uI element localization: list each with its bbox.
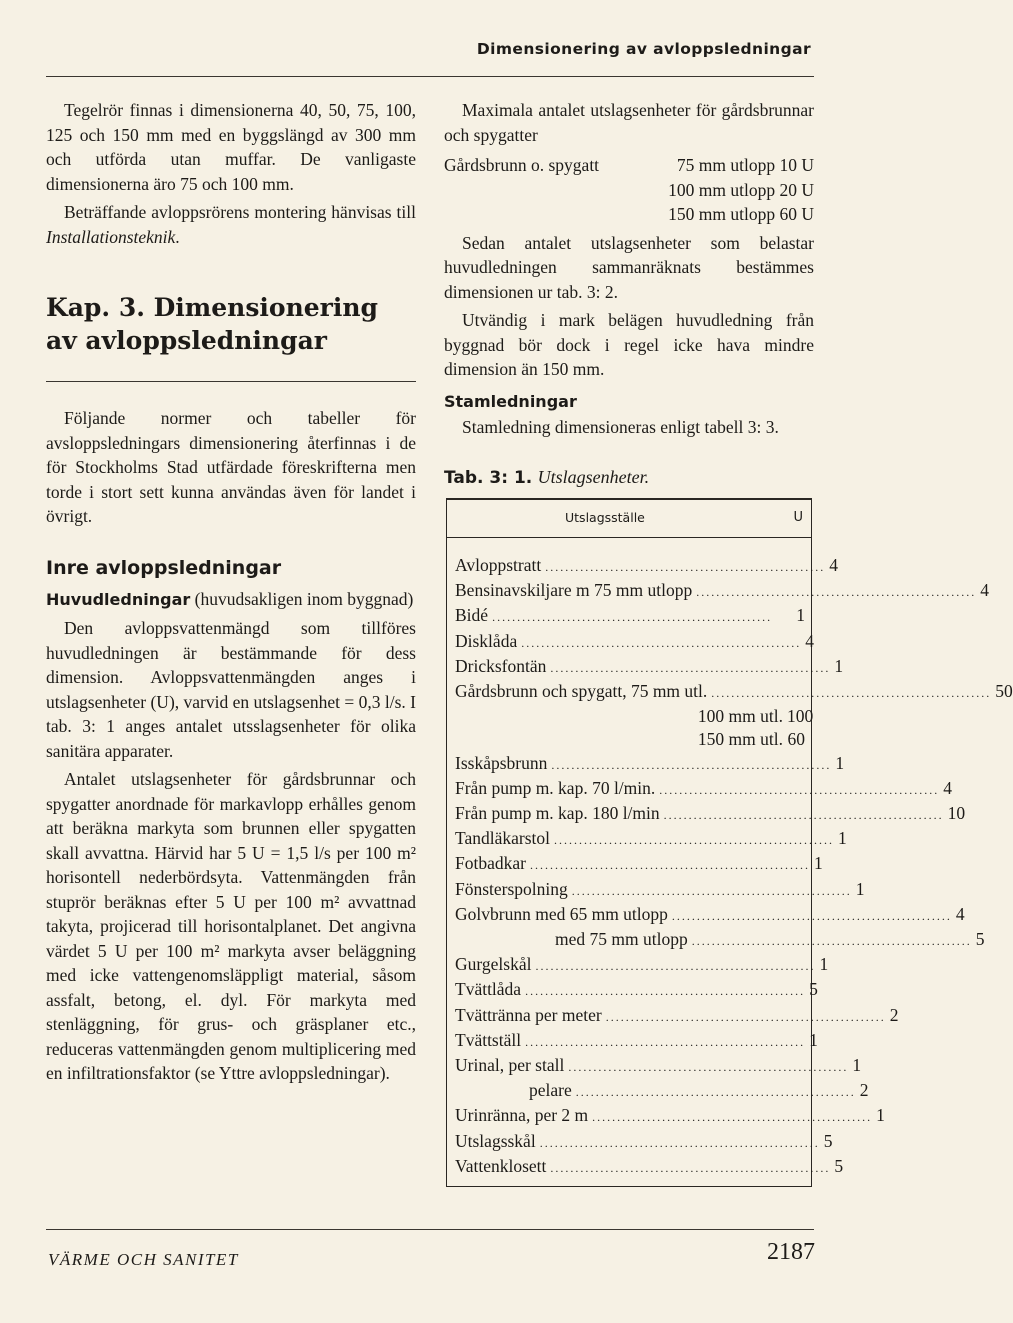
table-cell-utslagsstalle: Från pump m. kap. 70 l/min.: [455, 777, 656, 798]
leader-dots: ........................................................: [605, 1009, 886, 1024]
chapter-title: Kap. 3. Dimensionering av avloppsledningar: [46, 293, 378, 355]
table-cell-u: 50: [995, 681, 1013, 702]
leader-dots: ........................................................: [711, 686, 992, 701]
table-caption: [444, 467, 814, 488]
leader-dots: ........................................................: [568, 1060, 849, 1075]
table-cell-u: 1: [838, 828, 847, 849]
paragraph-sedan: Sedan antalet utslagsenheter som belastar huvudledningen sammanräknats bestämmes dimensionen ur tab. 3: 2.: [444, 232, 814, 302]
leader-dots: ........................................................: [545, 560, 826, 574]
leader-dots: ........................................................: [525, 1034, 806, 1049]
paragraph-montering: [46, 200, 416, 249]
leader-dots: ........................................................: [671, 908, 952, 923]
left-column: [46, 98, 416, 1086]
table-cell-utslagsstalle: Avloppstratt: [455, 555, 542, 575]
table-cell-utslagsstalle: Bensinavskiljare m 75 mm utlopp: [455, 580, 693, 601]
table-cell-utslagsstalle: Tvättlåda: [455, 979, 522, 1000]
subheading-rest: (huvudsakligen inom byggnad): [190, 588, 414, 609]
table-cell-u: 1: [852, 1055, 862, 1076]
header-rule: [46, 76, 814, 77]
table-cell-u: 4: [980, 580, 989, 601]
leader-dots: ........................................................: [550, 1160, 831, 1175]
paragraph-montering-end: .: [175, 226, 180, 247]
paragraph-normer: Följande normer och tabeller för avsloppsledningars dimensionering återfinnas i de för Stockholms Stad utfärdade föreskrifterna men torde i stort sett kunna användas även för landet i övrigt.: [46, 408, 416, 526]
table-cell-utslagsstalle: Fotbadkar: [455, 853, 526, 874]
table-cell-u: 1: [834, 655, 844, 676]
leader-dots: ........................................................: [551, 757, 832, 772]
table-row: [455, 680, 1013, 705]
table-cell-utslagsstalle: Golvbrunn med 65 mm utlopp: [455, 903, 668, 924]
table-number: Tab. 3: 1.: [444, 468, 533, 488]
table-row: [455, 928, 985, 953]
table-cell-u: 1: [809, 1029, 818, 1050]
table-cell-u: 10: [947, 803, 966, 824]
table-row: [455, 802, 966, 827]
table-row: [455, 728, 805, 751]
leader-dots: ........................................................: [550, 660, 831, 675]
leader-dots: ........................................................: [529, 858, 810, 873]
table-row: [455, 1155, 844, 1180]
table-cell-u: 1: [835, 752, 845, 773]
table-row: [455, 1054, 862, 1079]
leader-dots: ........................................................: [535, 959, 816, 974]
table-row: [455, 752, 845, 777]
table-cell-utslagsstalle: Tvättränna per meter: [455, 1004, 602, 1025]
footer-rule: [46, 1229, 814, 1230]
table-row: [455, 953, 829, 978]
right-column: [444, 98, 1013, 1187]
table-cell-u: 1: [855, 878, 865, 899]
table-row: [455, 705, 814, 728]
table-cell-utslagsstalle: Från pump m. kap. 180 l/min: [455, 803, 660, 824]
table-row: [455, 827, 847, 852]
leader-dots: ........................................................: [521, 635, 802, 650]
gardsbrunn-row: [444, 202, 814, 227]
table-cell-utslagsstalle: pelare: [529, 1080, 572, 1101]
table-header: [447, 500, 811, 538]
paragraph-utvandig: Utvändig i mark belägen huvudledning från byggnad bör dock i regel icke hava mindre dimension än 150 mm.: [444, 310, 814, 379]
leader-dots: ........................................................: [571, 883, 852, 898]
table-row: [455, 1079, 869, 1104]
paragraph-stamledning: Stamledning dimensioneras enligt tabell 3: 3.: [462, 416, 779, 437]
gardsbrunn-row: [444, 153, 814, 178]
gardsbrunn-value-150: 150 mm utlopp 60 U: [668, 204, 814, 224]
table-row: [455, 777, 953, 802]
table-cell-u: 5: [975, 929, 985, 950]
leader-dots: ........................................................: [691, 934, 972, 949]
paragraph-tegelror: Tegelrör finnas i dimensionerna 40, 50, 75, 100, 125 och 150 mm med en byggslängd av 300 mm och utförda utan muffar. De vanligaste dimensionerna äro 75 och 100 mm.: [46, 100, 416, 194]
table-cell-utslagsstalle: Disklåda: [455, 630, 518, 651]
table-row: [455, 655, 844, 680]
table-cell-u: 5: [834, 1155, 844, 1176]
table-cell-u: 1: [813, 853, 823, 874]
installationsteknik-reference: Installationsteknik: [46, 226, 176, 247]
leader-dots: ........................................................: [554, 833, 834, 848]
paragraph-maximala: Maximala antalet utslagsenheter för gårdsbrunnar och spygatter: [444, 100, 814, 145]
journal-name: VÄRME OCH SANITET: [48, 1250, 239, 1269]
leader-dots: ........................................................: [696, 585, 977, 600]
table-row: [455, 1104, 885, 1129]
subheading-bold: Huvudledningar: [46, 589, 191, 609]
table-cell-utslagsstalle: Urinal, per stall: [455, 1055, 565, 1076]
table-cell-utslagsstalle: med 75 mm utlopp: [555, 929, 688, 950]
table-cell-u: 1: [796, 605, 805, 626]
leader-dots: ........................................................: [492, 610, 773, 625]
leader-dots: ........................................................: [663, 808, 944, 823]
table-cell-utslagsstalle: Vattenklosett: [455, 1155, 547, 1176]
table-cell-u: 100: [787, 706, 814, 727]
table-cell-utslagsstalle: 100 mm utl.: [697, 706, 783, 727]
table-row: [455, 978, 818, 1003]
gardsbrunn-label: Gårdsbrunn o. spygatt: [444, 155, 600, 175]
table-row: [455, 1004, 899, 1029]
utslagsenheter-table: [446, 498, 1013, 1187]
table-body: [455, 554, 1013, 1180]
table-cell-u: 4: [829, 555, 838, 575]
table-row: [455, 604, 805, 629]
chapter-rule: [46, 381, 416, 382]
paragraph-montering-text: Beträffande avloppsrörens montering hänvisas till: [64, 202, 416, 222]
table-cell-u: 5: [809, 979, 818, 1000]
table-cell-u: 5: [823, 1130, 833, 1151]
table-row: [455, 903, 965, 928]
table-cell-u: 2: [859, 1080, 869, 1101]
table-row: [455, 878, 865, 903]
column-header-u: U: [793, 510, 803, 525]
gardsbrunn-value-75: 75 mm utlopp 10 U: [676, 155, 814, 175]
column-header-utslagsstalle: Utslagsställe: [565, 510, 645, 525]
table-cell-u: 1: [819, 954, 829, 975]
table-cell-utslagsstalle: Isskåpsbrunn: [455, 752, 548, 773]
table-cell-u: 2: [889, 1004, 899, 1025]
leader-dots: ........................................................: [659, 782, 940, 797]
section-title-inre: Inre avloppsledningar: [46, 556, 282, 579]
gardsbrunn-row: [444, 178, 814, 203]
page-number: 2187: [767, 1239, 815, 1265]
table-row: [455, 579, 989, 604]
paragraph-gardsbrunnar: Antalet utslagsenheter för gårdsbrunnar och spygatter anordnade för markavlopp erhålles genom att beräkna markyta som brunnen eller spygatten skall avvattna. Härvid har 5 U = 1,5 l/s per 100 m² horisontell nederbördsyta. Vattenmängden från stuprör beräknas efter 5 U per 100 m² avvattnad takyta, projicerad till horisontalplanet. Det angivna värdet 5 U per 100 m² markyta avser beläggning med icke vattengenomsläppligt material, såsom assfalt, betong, el. dyl. För markyta med stenläggning, för grus- och gräsplaner etc., reduceras vattenmängden genom multiplicering med en infiltrationsfaktor (se Yttre avloppsledningar).: [46, 769, 416, 1083]
table-cell-utslagsstalle: Gårdsbrunn och spygatt, 75 mm utl.: [455, 681, 708, 702]
table-cell-u: 1: [876, 1105, 885, 1126]
table-row: [455, 630, 814, 655]
table-cell-utslagsstalle: Gurgelskål: [455, 954, 532, 975]
leader-dots: ........................................................: [592, 1110, 873, 1125]
table-cell-u: 4: [943, 777, 953, 798]
gardsbrunn-value-100: 100 mm utlopp 20 U: [668, 179, 814, 200]
table-cell-u: 4: [955, 903, 965, 924]
leader-dots: ........................................................: [539, 1135, 820, 1150]
table-cell-utslagsstalle: Bidé: [455, 605, 489, 626]
table-cell-utslagsstalle: 150 mm utl.: [697, 729, 783, 750]
table-title: Utslagsenheter.: [537, 467, 650, 487]
table-cell-utslagsstalle: Urinränna, per 2 m: [455, 1105, 589, 1126]
leader-dots: ........................................................: [575, 1085, 856, 1100]
running-head: Dimensionering av avloppsledningar: [476, 40, 811, 58]
subheading-stamledningar: Stamledningar: [444, 391, 577, 411]
table-cell-utslagsstalle: Tandläkarstol: [455, 828, 550, 849]
leader-dots: ........................................................: [525, 984, 806, 999]
table-row: [455, 1130, 833, 1155]
table-row: [455, 554, 838, 579]
table-cell-u: 60: [787, 729, 805, 750]
table-cell-u: 4: [805, 630, 814, 651]
table-cell-utslagsstalle: Tvättställ: [455, 1029, 522, 1050]
table-row: [455, 852, 823, 877]
table-cell-utslagsstalle: Dricksfontän: [455, 655, 547, 676]
paragraph-avloppsvattenmangd: Den avloppsvattenmängd som tillföres huvudledningen är bestämmande för dess dimension. Avloppsvattenmängden anges i utslagsenheter (U), varvid en utslagsenhet = 0,3 l/s. I tab. 3: 1 anges antalet utsslagsenheter för olika sanitära apparater.: [46, 618, 416, 761]
subheading-huvudledningar: [46, 587, 416, 613]
table-row: [455, 1029, 818, 1054]
table-cell-utslagsstalle: Utslagsskål: [455, 1130, 536, 1151]
table-cell-utslagsstalle: Fönsterspolning: [455, 878, 568, 899]
